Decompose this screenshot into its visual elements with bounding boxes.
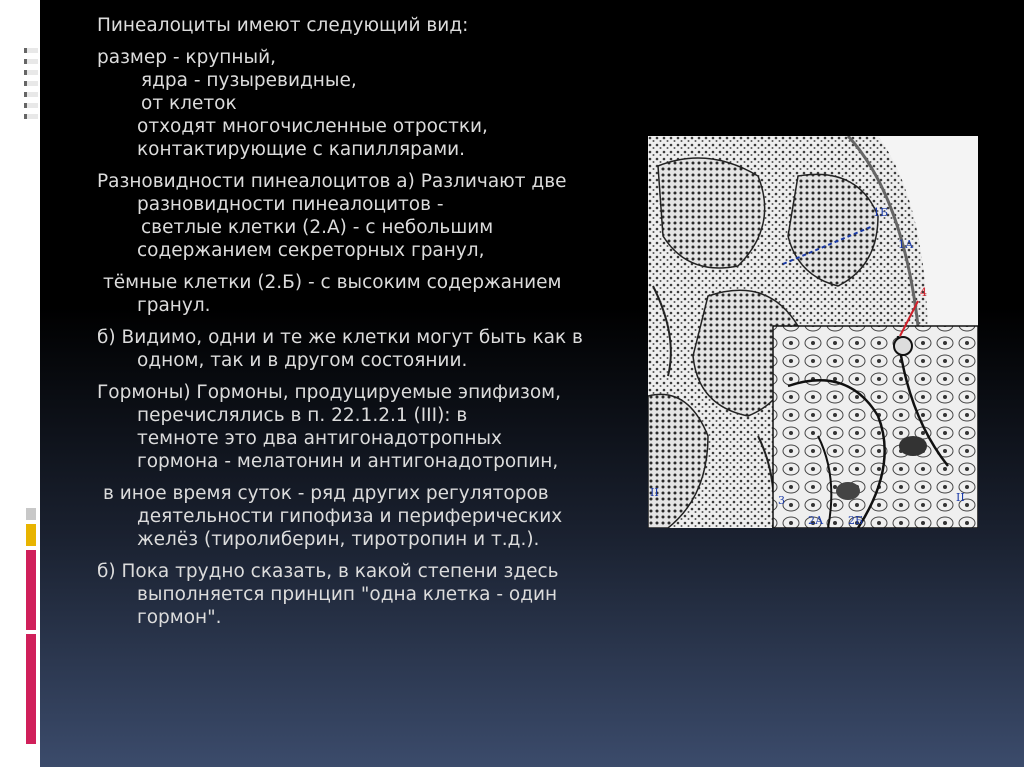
text-line: б) Пока трудно сказать, в какой степени здесь bbox=[97, 561, 559, 582]
text-line: отходят многочисленные отростки, bbox=[137, 116, 488, 137]
label-1a: 1А bbox=[898, 238, 914, 251]
text-line: ядра - пузыревидные, bbox=[141, 70, 357, 91]
text-line: разновидности пинеалоцитов - bbox=[137, 194, 444, 215]
label-ii-right: II bbox=[956, 491, 965, 504]
decor-bar-gray bbox=[26, 508, 36, 520]
text-line: перечислялись в п. 22.1.2.1 (III): в bbox=[137, 405, 468, 426]
decor-line bbox=[24, 81, 38, 86]
decor-accent-bars bbox=[26, 508, 36, 748]
decor-bar-pink bbox=[26, 550, 36, 630]
text-line: темноте это два антигонадотропных bbox=[137, 428, 503, 449]
label-2a: 2А bbox=[808, 514, 824, 527]
text-line: желёз (тиролиберин, тиротропин и т.д.). bbox=[137, 529, 540, 550]
dark-cell-nucleus bbox=[836, 482, 860, 500]
text-line: гормона - мелатонин и антигонадотропин, bbox=[137, 451, 559, 472]
decor-line bbox=[24, 59, 38, 64]
decor-bar-pink-long bbox=[26, 634, 36, 744]
text-line: деятельности гипофиза и периферических bbox=[137, 506, 563, 527]
text-line: Гормоны) Гормоны, продуцируемые эпифизом, bbox=[97, 382, 562, 403]
label-ii-left: II bbox=[650, 486, 659, 499]
decor-bar-yellow bbox=[26, 524, 36, 546]
text-line: от клеток bbox=[141, 93, 237, 114]
decor-line bbox=[24, 70, 38, 75]
text-line: контактирующие с капиллярами. bbox=[137, 139, 466, 160]
text-line: содержанием секреторных гранул, bbox=[137, 240, 485, 261]
pineal-gland-micrograph bbox=[648, 136, 978, 528]
text-line: выполняется принцип "одна клетка - один bbox=[137, 584, 558, 605]
text-line: Пинеалоциты имеют следующий вид: bbox=[97, 15, 469, 36]
text-line: гранул. bbox=[137, 295, 211, 316]
decor-lines-top bbox=[24, 48, 38, 125]
text-line: Разновидности пинеалоцитов а) Различают две bbox=[97, 171, 567, 192]
text-line: в иное время суток - ряд других регуляторов bbox=[103, 483, 549, 504]
text-line: гормон". bbox=[137, 607, 222, 628]
decor-line bbox=[24, 92, 38, 97]
histology-figure bbox=[648, 136, 978, 528]
label-3: 3 bbox=[778, 494, 785, 507]
text-line: тёмные клетки (2.Б) - с высоким содержанием bbox=[103, 272, 562, 293]
text-line: светлые клетки (2.А) - с небольшим bbox=[141, 217, 494, 238]
decor-line bbox=[24, 103, 38, 108]
text-line: б) Видимо, одни и те же клетки могут быть как в bbox=[97, 327, 583, 348]
label-2b: 2Б bbox=[848, 514, 864, 527]
slide-body-text bbox=[97, 14, 647, 629]
decor-line bbox=[24, 48, 38, 53]
dark-cell-nucleus bbox=[899, 436, 927, 456]
decor-line bbox=[24, 114, 38, 119]
text-line: одном, так и в другом состоянии. bbox=[137, 350, 468, 371]
label-4: 4 bbox=[920, 286, 927, 299]
capillary bbox=[894, 337, 912, 355]
label-1b: 1Б bbox=[873, 206, 889, 219]
text-line: размер - крупный, bbox=[97, 47, 277, 68]
